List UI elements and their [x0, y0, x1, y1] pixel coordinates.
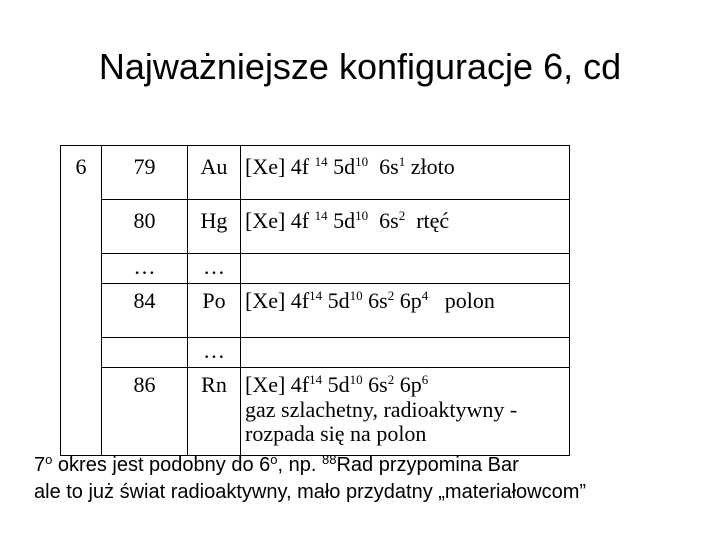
period-cell — [61, 146, 102, 456]
symbol-cell — [188, 368, 241, 456]
atomic-number-cell — [102, 254, 188, 284]
symbol-cell — [188, 338, 241, 368]
config-orbital: 6p — [399, 372, 422, 397]
atomic-number-cell — [102, 338, 188, 368]
ellipsis: … — [133, 254, 156, 279]
config-exp: 10 — [355, 208, 369, 223]
configuration-cell — [241, 146, 570, 200]
config-exp: 10 — [355, 154, 369, 169]
atomic-number: 84 — [133, 288, 156, 313]
configuration — [245, 200, 569, 234]
config-exp: 10 — [349, 372, 363, 387]
config-exp: 1 — [398, 154, 406, 169]
footnote-line-1 — [34, 452, 714, 479]
element-name: rtęć — [416, 208, 450, 233]
configuration-cell — [241, 284, 570, 338]
note-text: , np. — [277, 454, 322, 476]
config-exp: 6 — [421, 372, 429, 387]
configuration-table — [60, 145, 570, 456]
config-orbital: 5d — [327, 288, 350, 313]
config-exp: 14 — [314, 208, 328, 223]
atomic-number-cell — [102, 368, 188, 456]
element-name: złoto — [410, 154, 455, 179]
footnote-text — [34, 452, 714, 506]
element-symbol: Rn — [201, 372, 227, 397]
config-orbital: 6p — [399, 288, 422, 313]
atomic-number-cell — [102, 146, 188, 200]
table-row — [61, 146, 570, 200]
configuration-cell — [241, 200, 570, 254]
table-row — [61, 254, 570, 284]
note-text: okres jest podobny do 6 — [52, 454, 271, 476]
configuration — [245, 284, 569, 314]
period-number: 6 — [75, 154, 87, 179]
symbol-cell — [188, 284, 241, 338]
atomic-number-cell — [102, 200, 188, 254]
config-exp: 2 — [398, 208, 406, 223]
element-symbol: Po — [202, 288, 226, 313]
atomic-number-cell — [102, 284, 188, 338]
element-description-line: rozpada się na polon — [245, 421, 427, 446]
slide-title: Najważniejsze konfiguracje 6, cd — [98, 46, 622, 87]
atomic-number: 86 — [133, 372, 156, 397]
config-exp: 14 — [309, 288, 323, 303]
symbol-cell — [188, 254, 241, 284]
config-exp: 10 — [349, 288, 363, 303]
ellipsis: … — [203, 338, 225, 363]
config-orbital: 6s — [368, 372, 388, 397]
config-exp: 4 — [421, 288, 429, 303]
config-core: [Xe] 4f — [245, 208, 310, 233]
config-core: [Xe] 4f — [245, 288, 310, 313]
table-row — [61, 200, 570, 254]
footnote-line-2: ale to już świat radioaktywny, mało przydatny „materiałowcom” — [34, 481, 587, 503]
element-symbol: Au — [200, 154, 228, 179]
table-row — [61, 368, 570, 456]
atomic-number: 80 — [133, 208, 156, 233]
note-text: Rad przypomina Bar — [336, 454, 519, 476]
note-sup: o — [270, 452, 278, 467]
config-orbital: 6s — [379, 154, 399, 179]
configuration-cell — [241, 338, 570, 368]
config-orbital: 5d — [327, 372, 350, 397]
atomic-number: 79 — [133, 154, 156, 179]
configuration-cell — [241, 254, 570, 284]
note-sup: 88 — [322, 452, 337, 467]
config-exp: 2 — [387, 372, 395, 387]
config-orbital: 5d — [333, 208, 356, 233]
table-row — [61, 284, 570, 338]
configuration-cell — [241, 368, 570, 456]
config-orbital: 5d — [333, 154, 356, 179]
symbol-cell — [188, 200, 241, 254]
config-exp: 14 — [314, 154, 328, 169]
config-orbital: 6s — [379, 208, 399, 233]
config-exp: 14 — [309, 372, 323, 387]
config-exp: 2 — [387, 288, 395, 303]
table-row — [61, 338, 570, 368]
config-core: [Xe] 4f — [245, 372, 310, 397]
configuration — [245, 368, 569, 398]
note-sup: o — [45, 452, 53, 467]
config-orbital: 6s — [368, 288, 388, 313]
symbol-cell — [188, 146, 241, 200]
configuration — [245, 146, 569, 180]
element-description-line: gaz szlachetny, radioaktywny - — [245, 397, 518, 422]
note-text: 7 — [34, 454, 46, 476]
ellipsis: … — [203, 254, 225, 279]
element-symbol: Hg — [200, 208, 228, 233]
config-core: [Xe] 4f — [245, 154, 310, 179]
element-name: polon — [444, 288, 495, 313]
